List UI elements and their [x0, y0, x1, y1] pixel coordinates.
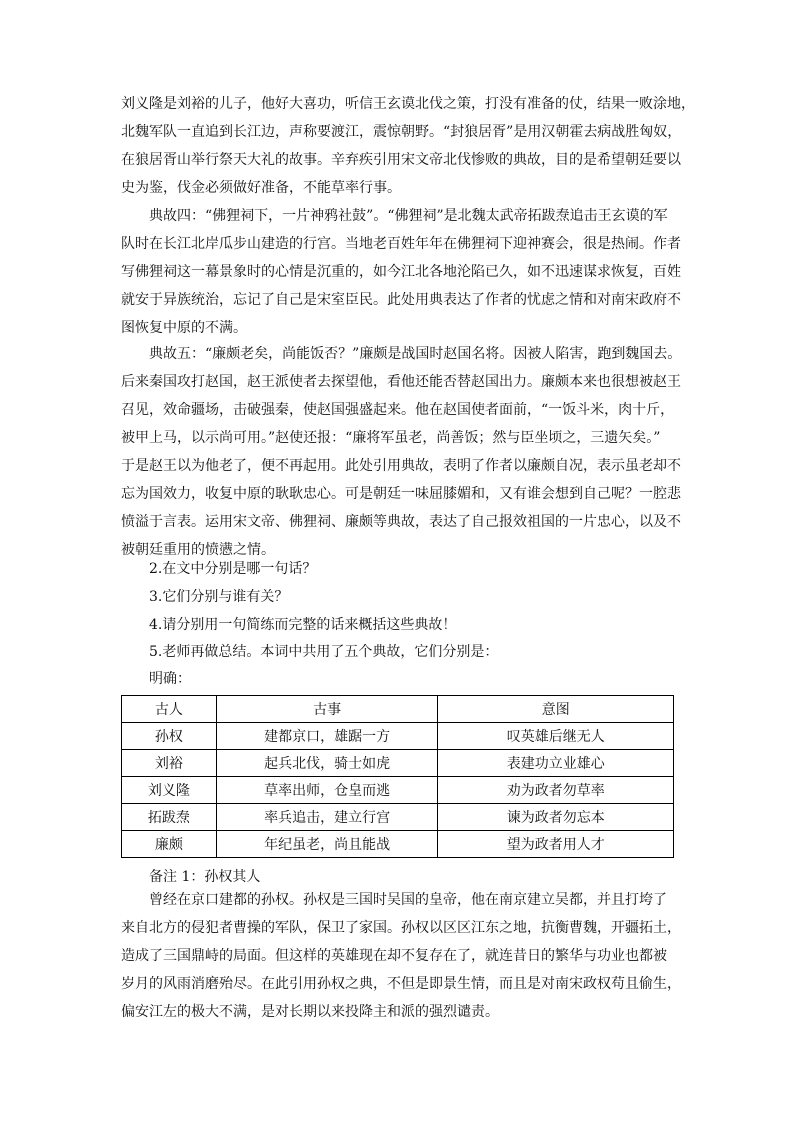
- table-cell: 谏为政者勿忘本: [438, 804, 674, 831]
- table-cell: 刘义隆: [122, 777, 217, 804]
- text-line: 写佛狸祠这一幕景象时的心情是沉重的，如今江北各地沦陷已久，如不迅速谋求恢复，百姓: [121, 264, 681, 280]
- table-cell: 年纪虽老，尚且能战: [216, 831, 438, 858]
- text-line: 刘义隆是刘裕的儿子，他好大喜功，听信王玄谟北伐之策，打没有准备的仗，结果一败涂地，: [121, 96, 695, 112]
- text-line: 造成了三国鼎峙的局面。但这样的英雄现在却不复存在了，就连昔日的繁华与功业也都被: [121, 948, 667, 964]
- column-header: 古事: [216, 696, 438, 723]
- table-cell: 率兵追击，建立行宫: [216, 804, 438, 831]
- column-header: 意图: [438, 696, 674, 723]
- text-line: 来自北方的侵犯者曹操的军队，保卫了家国。孙权以区区江东之地，抗衡曹魏，开疆拓土，: [121, 920, 681, 936]
- table-cell: 叹英雄后继无人: [438, 723, 674, 750]
- note-heading: 备注 1：孙权其人: [149, 869, 261, 885]
- question-5: 5.老师再做总结。本词中共用了五个典故，它们分别是：: [149, 644, 499, 660]
- table-row: [122, 723, 674, 750]
- text-line: 史为鉴，伐金必须做好准备，不能草率行事。: [121, 180, 401, 196]
- text-line: 就安于异族统治，忘记了自己是宋室臣民。此处用典表达了作者的忧虑之情和对南宋政府不: [121, 292, 681, 308]
- text-line: 被甲上马，以示尚可用。”赵使还报：“廉将军虽老，尚善饭；然与臣坐顷之，三遗矢矣。”: [121, 430, 661, 446]
- paragraph-liu-yilong: [121, 90, 695, 202]
- text-line: 偏安江左的极大不满，是对长期以来投降主和派的强烈谴责。: [121, 1004, 499, 1020]
- text-line: 图恢复中原的不满。: [121, 320, 247, 336]
- question-3: 3.它们分别与谁有关？: [149, 589, 289, 605]
- allusion-table: [121, 695, 674, 858]
- question-4: 4.请分别用一句简练而完整的话来概括这些典故！: [149, 617, 457, 633]
- table-row: [122, 804, 674, 831]
- table-cell: 草率出师，仓皇而逃: [216, 777, 438, 804]
- table-cell: 拓跋焘: [122, 804, 217, 831]
- text-line: 召见，效命疆场，击破强秦，使赵国强盛起来。他在赵国使者面前，“一饭斗米，肉十斤，: [121, 402, 675, 418]
- table-cell: 起兵北伐，骑士如虎: [216, 750, 438, 777]
- text-line: 曾经在京口建都的孙权。孙权是三国时吴国的皇帝，他在南京建立吴都，并且打垮了: [149, 892, 667, 908]
- table-cell: 劝为政者勿草率: [438, 777, 674, 804]
- paragraph-sun-quan: [121, 886, 681, 1026]
- text-line: 忘为国效力，收复中原的耿耿忠心。可是朝廷一味屈膝媚和，又有谁会想到自己呢？一腔悲: [121, 486, 681, 502]
- text-line: 北魏军队一直追到长江边，声称要渡江，震惊朝野。“封狼居胥”是用汉朝霍去病战胜匈奴，: [121, 124, 682, 140]
- text-line: 愤溢于言表。运用宋文帝、佛狸祠、廉颇等典故，表达了自己报效祖国的一片忠心，以及不: [121, 514, 681, 530]
- table-cell: 廉颇: [122, 831, 217, 858]
- paragraph-allusion-five: [121, 340, 681, 564]
- text-line: 后来秦国攻打赵国，赵王派使者去探望他，看他还能否替赵国出力。廉颇本来也很想被赵王: [121, 374, 681, 390]
- answer-label: 明确：: [149, 671, 191, 687]
- table-cell: 孙权: [122, 723, 217, 750]
- table-row: [122, 777, 674, 804]
- text-line: 队时在长江北岸瓜步山建造的行宫。当地老百姓年年在佛狸祠下迎神赛会，很是热闹。作者: [121, 236, 681, 252]
- table-cell: 建都京口，雄踞一方: [216, 723, 438, 750]
- question-2: 2.在文中分别是哪一句话？: [149, 561, 317, 577]
- table-cell: 表建功立业雄心: [438, 750, 674, 777]
- text-line: 被朝廷重用的愤懑之情。: [121, 542, 275, 558]
- table-cell: 望为政者用人才: [438, 831, 674, 858]
- text-line: 典故四：“佛狸祠下，一片神鸦社鼓”。“佛狸祠”是北魏太武帝拓跋焘追击王玄谟的军: [149, 208, 668, 224]
- text-line: 岁月的风雨消磨殆尽。在此引用孙权之典，不但是即景生情，而且是对南宋政权苟且偷生，: [121, 976, 681, 992]
- text-line: 于是赵王以为他老了，便不再起用。此处引用典故，表明了作者以廉颇自况，表示虽老却不: [121, 458, 681, 474]
- text-line: 典故五：“廉颇老矣，尚能饭否？”廉颇是战国时赵国名将。因被人陷害，跑到魏国去。: [149, 346, 682, 362]
- table-header-row: [122, 696, 674, 723]
- text-line: 在狼居胥山举行祭天大礼的故事。辛弃疾引用宋文帝北伐惨败的典故，目的是希望朝廷要以: [121, 152, 681, 168]
- table-row: [122, 750, 674, 777]
- table-row: [122, 831, 674, 858]
- column-header: 古人: [122, 696, 217, 723]
- paragraph-allusion-four: [121, 202, 681, 342]
- table-cell: 刘裕: [122, 750, 217, 777]
